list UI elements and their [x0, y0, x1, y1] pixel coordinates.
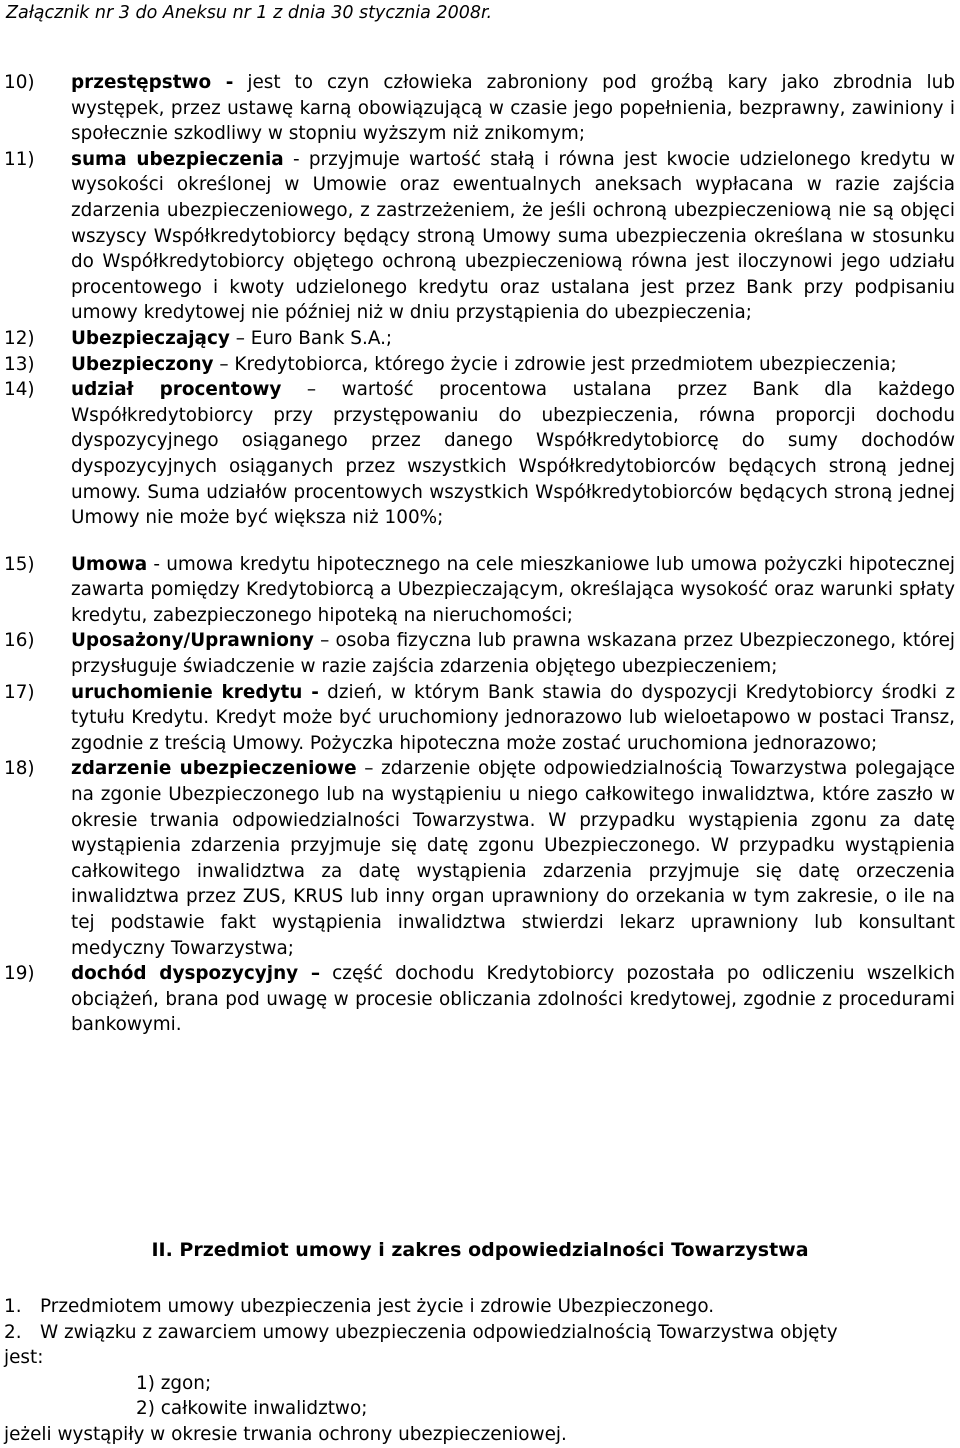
definitions-list — [0, 70, 960, 1038]
paragraph-2 — [0, 1320, 960, 1346]
definition-term: udział procentowy — [71, 379, 282, 401]
definition-term: suma ubezpieczenia — [71, 148, 284, 170]
definition-item — [0, 680, 955, 757]
definition-number: 17) — [4, 681, 35, 703]
definition-term: zdarzenie ubezpieczeniowe — [71, 758, 357, 780]
definition-number: 12) — [4, 327, 35, 349]
definition-item — [0, 961, 955, 1038]
paragraph-number: 1. — [4, 1296, 22, 1317]
definition-number: 15) — [4, 553, 35, 575]
definition-number: 13) — [4, 353, 35, 375]
section-body — [0, 1294, 960, 1448]
definition-item — [0, 352, 955, 378]
definition-item — [0, 552, 955, 629]
definition-text: część dochodu Kredytobiorcy pozostała po odliczeniu wszelkich obciążeń, brana pod uwagę w procesie obliczania zdolności kredytowej, zgodnie z procedurami bankowymi. — [71, 963, 955, 1036]
definition-term: Ubezpieczający — [71, 327, 230, 349]
definition-item — [0, 70, 955, 147]
definition-number: 14) — [4, 379, 35, 401]
definition-text: – zdarzenie objęte odpowiedzialnością Towarzystwa polegające na zgonie Ubezpieczonego lub na wystąpieniu u niego całkowitego inwalidztwa, które zaszło w okresie trwania odpowiedzialności Towarzystwa. W przypadku wystąpienia zgonu za datę wystąpienia zdarzenia przyjmuje się datę zgonu Ubezpieczonego. W przypadku wystąpienia całkowitego inwalidztwa za datę wystąpienia zdarzenia przyjmuje się datę orzeczenia inwalidztwa przez ZUS, KRUS lub inny organ uprawniony do orzekania w tym zakresie, o ile na tej podstawie fakt wystąpienia inwalidztwa stwierdzi lekarz uprawniony lub konsultant medyczny Towarzystwa; — [71, 758, 955, 959]
definition-item — [0, 326, 955, 352]
definition-item — [0, 377, 955, 531]
definition-term: Ubezpieczony — [71, 353, 214, 375]
definition-term: dochód dyspozycyjny – — [71, 963, 321, 985]
definition-term: Umowa — [71, 553, 148, 575]
definition-number: 10) — [4, 72, 35, 93]
definition-term: Uposażony/Uprawniony — [71, 630, 314, 652]
paragraph-text: Przedmiotem umowy ubezpieczenia jest życie i zdrowie Ubezpieczonego. — [40, 1296, 715, 1317]
section-heading: II. Przedmiot umowy i zakres odpowiedzialności Towarzystwa — [151, 1239, 809, 1261]
definition-text: dzień, w którym Bank stawia do dyspozycji Kredytobiorcy środki z tytułu Kredytu. Kredyt może być uruchomiony jednorazowo lub wieloetapowo w postaci Transz, zgodnie z treścią Umowy. Pożyczka hipoteczna może zostać uruchomiona jednorazowo; — [71, 681, 955, 754]
closing-paragraph: jeżeli wystąpiły w okresie trwania ochrony ubezpieczeniowej. — [4, 1423, 567, 1445]
list-item: 1) zgon; — [136, 1372, 212, 1394]
definition-text: jest to czyn człowieka zabroniony pod groźbą kary jako zbrodnia lub występek, przez ustawę karną obowiązującą w czasie jego popełnienia, bezprawny, zawiniony i społecznie szkodliwy w stopniu wyższym niż znikomym; — [71, 72, 955, 145]
definition-number: 18) — [4, 758, 35, 780]
definition-text: - umowa kredytu hipotecznego na cele mieszkaniowe lub umowa pożyczki hipotecznej zawarta pomiędzy Kredytobiorcą a Ubezpieczającym, określająca wysokość oraz warunki spłaty kredytu, zabezpieczonego hipoteką na nieruchomości; — [71, 553, 955, 626]
paragraph-text: W związku z zawarciem umowy ubezpieczenia odpowiedzialnością Towarzystwa objęty — [40, 1321, 838, 1343]
definition-item — [0, 756, 955, 961]
definition-term: uruchomienie kredytu - — [71, 681, 319, 703]
definition-item — [0, 147, 955, 326]
paragraph-1 — [0, 1294, 960, 1320]
definition-text: – osoba fizyczna lub prawna wskazana przez Ubezpieczonego, której przysługuje świadczenie w razie zajścia zdarzenia objętego ubezpieczeniem; — [71, 630, 955, 678]
definition-text: – Euro Bank S.A.; — [229, 327, 393, 349]
document-header: Załącznik nr 3 do Aneksu nr 1 z dnia 30 stycznia 2008r. — [6, 3, 493, 23]
definition-term: przestępstwo - — [71, 72, 234, 93]
paragraph-2-continuation: jest: — [4, 1347, 44, 1369]
definition-number: 11) — [4, 148, 35, 170]
definition-number: 19) — [4, 963, 35, 985]
definition-item — [0, 628, 955, 679]
definition-text: - przyjmuje wartość stałą i równa jest kwocie udzielonego kredytu w wysokości określonej w Umowie oraz ewentualnych aneksach wypłacana w razie zajścia zdarzenia ubezpieczeniowego, z zastrzeżeniem, że jeśli ochroną ubezpieczeniową nie są objęci wszyscy Współkredytobiorcy będący stroną Umowy suma ubezpieczenia określana w stosunku do Współkredytobiorcy objętego ochroną ubezpieczeniową równa jest iloczynowi jego udziału procentowego i kwoty udzielonego kredytu oraz ustalana jest przez Bank przy podpisaniu umowy kredytowej nie później niż w dniu przystąpienia do ubezpieczenia; — [71, 148, 955, 324]
paragraph-number: 2. — [4, 1321, 22, 1343]
list-item: 2) całkowite inwalidztwo; — [136, 1398, 368, 1420]
definition-text: – Kredytobiorca, którego życie i zdrowie jest przedmiotem ubezpieczenia; — [213, 353, 897, 375]
definition-number: 16) — [4, 630, 35, 652]
definition-text: – wartość procentowa ustalana przez Bank dla każdego Współkredytobiorcy przy przystępowaniu do ubezpieczenia, równa proporcji dochodu dyspozycyjnego osiąganego przez danego Współkredytobiorcę do sumy dochodów dyspozycyjnych osiąganych przez wszystkich Współkredytobiorców będących stroną jednej umowy. Suma udziałów procentowych wszystkich Współkredytobiorców będących stroną jednej Umowy nie może być większa niż 100%; — [71, 379, 955, 529]
